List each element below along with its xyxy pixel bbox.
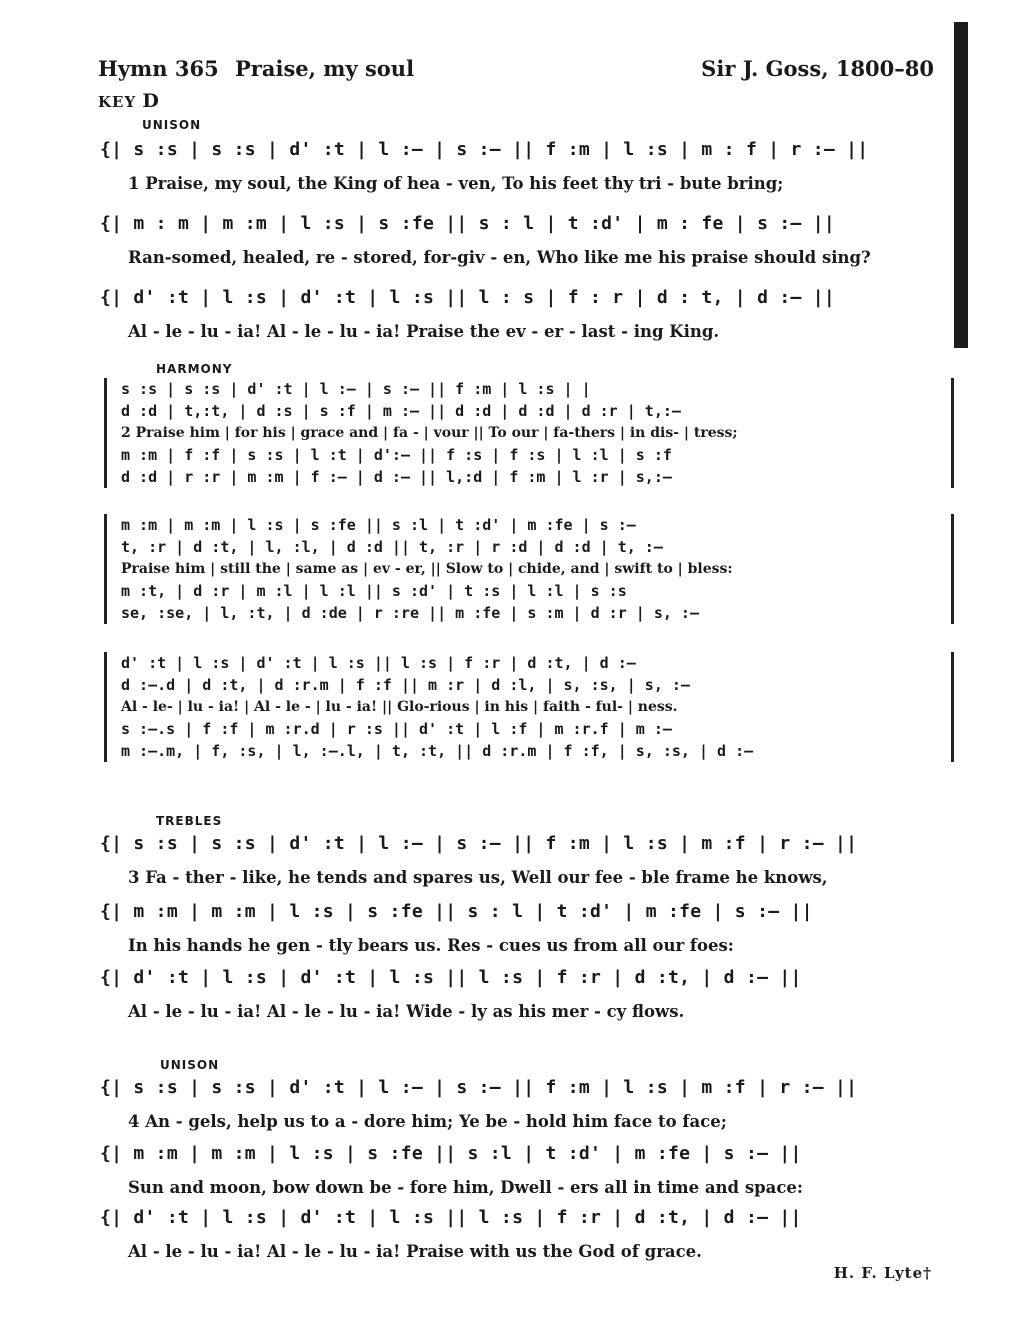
alto-line: d :d | t,:t, | d :s | s :f | m :— || d :d | d :d | d :r | t,:— (121, 402, 681, 420)
lyrics: 4 An - gels, help us to a - dore him; Ye be - hold him face to face; (128, 1112, 727, 1131)
notes: {| s :s | s :s | d' :t | l :— | s :— || f :m | l :s | m :f | r :— || (100, 833, 858, 854)
alto-line: d :—.d | d :t, | d :r.m | f :f || m :r | d :l, | s, :s, | s, :— (121, 676, 690, 694)
key-signature (98, 90, 160, 112)
harmony-system-3 (104, 652, 954, 762)
bass-line: d :d | r :r | m :m | f :— | d :— || l,:d | f :m | l :r | s,:— (121, 468, 672, 486)
notes: {| m : m | m :m | l :s | s :fe || s : l | t :d' | m : fe | s :— || (100, 213, 836, 234)
lyrics: Al - le - lu - ia! Al - le - lu - ia! Wide - ly as his mer - cy flows. (128, 1002, 685, 1021)
harmony-system-2 (104, 514, 954, 624)
notes: {| d' :t | l :s | d' :t | l :s || l :s | f :r | d :t, | d :— || (100, 1207, 802, 1228)
notes: {| d' :t | l :s | d' :t | l :s || l :s | f :r | d :t, | d :— || (100, 967, 802, 988)
lyrics: Al - le - lu - ia! Al - le - lu - ia! Praise the ev - er - last - ing King. (128, 322, 720, 341)
lyrics: In his hands he gen - tly bears us. Res - cues us from all our foes: (128, 936, 734, 955)
verse4-line-1 (100, 1076, 934, 1134)
notes: {| m :m | m :m | l :s | s :fe || s : l | t :d' | m :fe | s :— || (100, 901, 813, 922)
treble-line: s :s | s :s | d' :t | l :— | s :— || f :m | l :s | | (121, 380, 591, 398)
hymn-title: Praise, my soul (235, 56, 415, 81)
notes: {| s :s | s :s | d' :t | l :— | s :— || f :m | l :s | m :f | r :— || (100, 1077, 858, 1098)
verse1-line-3 (100, 286, 934, 344)
notes: {| d' :t | l :s | d' :t | l :s || l : s | f : r | d : t, | d :— || (100, 287, 836, 308)
page-edge-shadow (954, 22, 968, 348)
key-label: KEY (98, 93, 137, 111)
alto-line: t, :r | d :t, | l, :l, | d :d || t, :r | r :d | d :d | t, :— (121, 538, 663, 556)
verse1-label: UNISON (142, 118, 202, 132)
treble-line: m :m | m :m | l :s | s :fe || s :l | t :d' | m :fe | s :— (121, 516, 636, 534)
lyrics-line: 2 Praise him | for his | grace and | fa - | vour || To our | fa-thers | in dis- | tress; (121, 425, 738, 441)
verse3-line-2 (100, 900, 934, 958)
verse3-line-1 (100, 832, 934, 890)
verse1-line-2 (100, 212, 934, 270)
verse4-line-3 (100, 1206, 934, 1264)
treble-line: d' :t | l :s | d' :t | l :s || l :s | f :r | d :t, | d :— (121, 654, 636, 672)
lyrics: 3 Fa - ther - like, he tends and spares us, Well our fee - ble frame he knows, (128, 868, 828, 887)
lyrics: Al - le - lu - ia! Al - le - lu - ia! Praise with us the God of grace. (128, 1242, 702, 1261)
author-credit: H. F. Lyte† (833, 1264, 932, 1282)
lyrics-line: Al - le- | lu - ia! | Al - le - | lu - ia! || Glo-rious | in his | faith - ful- | ness. (121, 699, 678, 715)
notes: {| s :s | s :s | d' :t | l :— | s :— || f :m | l :s | m : f | r :— || (100, 139, 869, 160)
verse3-label: TREBLES (156, 814, 223, 828)
composer: Sir J. Goss, 1800–80 (701, 56, 934, 81)
hymn-number: Hymn 365 (98, 56, 219, 81)
tenor-line: s :—.s | f :f | m :r.d | r :s || d' :t | l :f | m :r.f | m :— (121, 720, 672, 738)
key-value: D (142, 90, 160, 112)
lyrics: Ran-somed, healed, re - stored, for-giv - en, Who like me his praise should sing? (128, 248, 871, 267)
lyrics: 1 Praise, my soul, the King of hea - ven, To his feet thy tri - bute bring; (128, 174, 784, 193)
hymn-header (98, 56, 934, 86)
bass-line: m :—.m, | f, :s, | l, :—.l, | t, :t, || d :r.m | f :f, | s, :s, | d :— (121, 742, 754, 760)
lyrics: Sun and moon, bow down be - fore him, Dwell - ers all in time and space: (128, 1178, 803, 1197)
verse1-line-1 (100, 138, 934, 196)
harmony-system-1 (104, 378, 954, 488)
lyrics-line: Praise him | still the | same as | ev - er, || Slow to | chide, and | swift to | bless: (121, 561, 733, 577)
verse4-line-2 (100, 1142, 934, 1200)
bass-line: se, :se, | l, :t, | d :de | r :re || m :fe | s :m | d :r | s, :— (121, 604, 699, 622)
notes: {| m :m | m :m | l :s | s :fe || s :l | t :d' | m :fe | s :— || (100, 1143, 802, 1164)
verse4-label: UNISON (160, 1058, 220, 1072)
tenor-line: m :t, | d :r | m :l | l :l || s :d' | t :s | l :l | s :s (121, 582, 627, 600)
verse3-line-3 (100, 966, 934, 1024)
verse2-label: HARMONY (156, 362, 233, 376)
tenor-line: m :m | f :f | s :s | l :t | d':— || f :s | f :s | l :l | s :f (121, 446, 672, 464)
